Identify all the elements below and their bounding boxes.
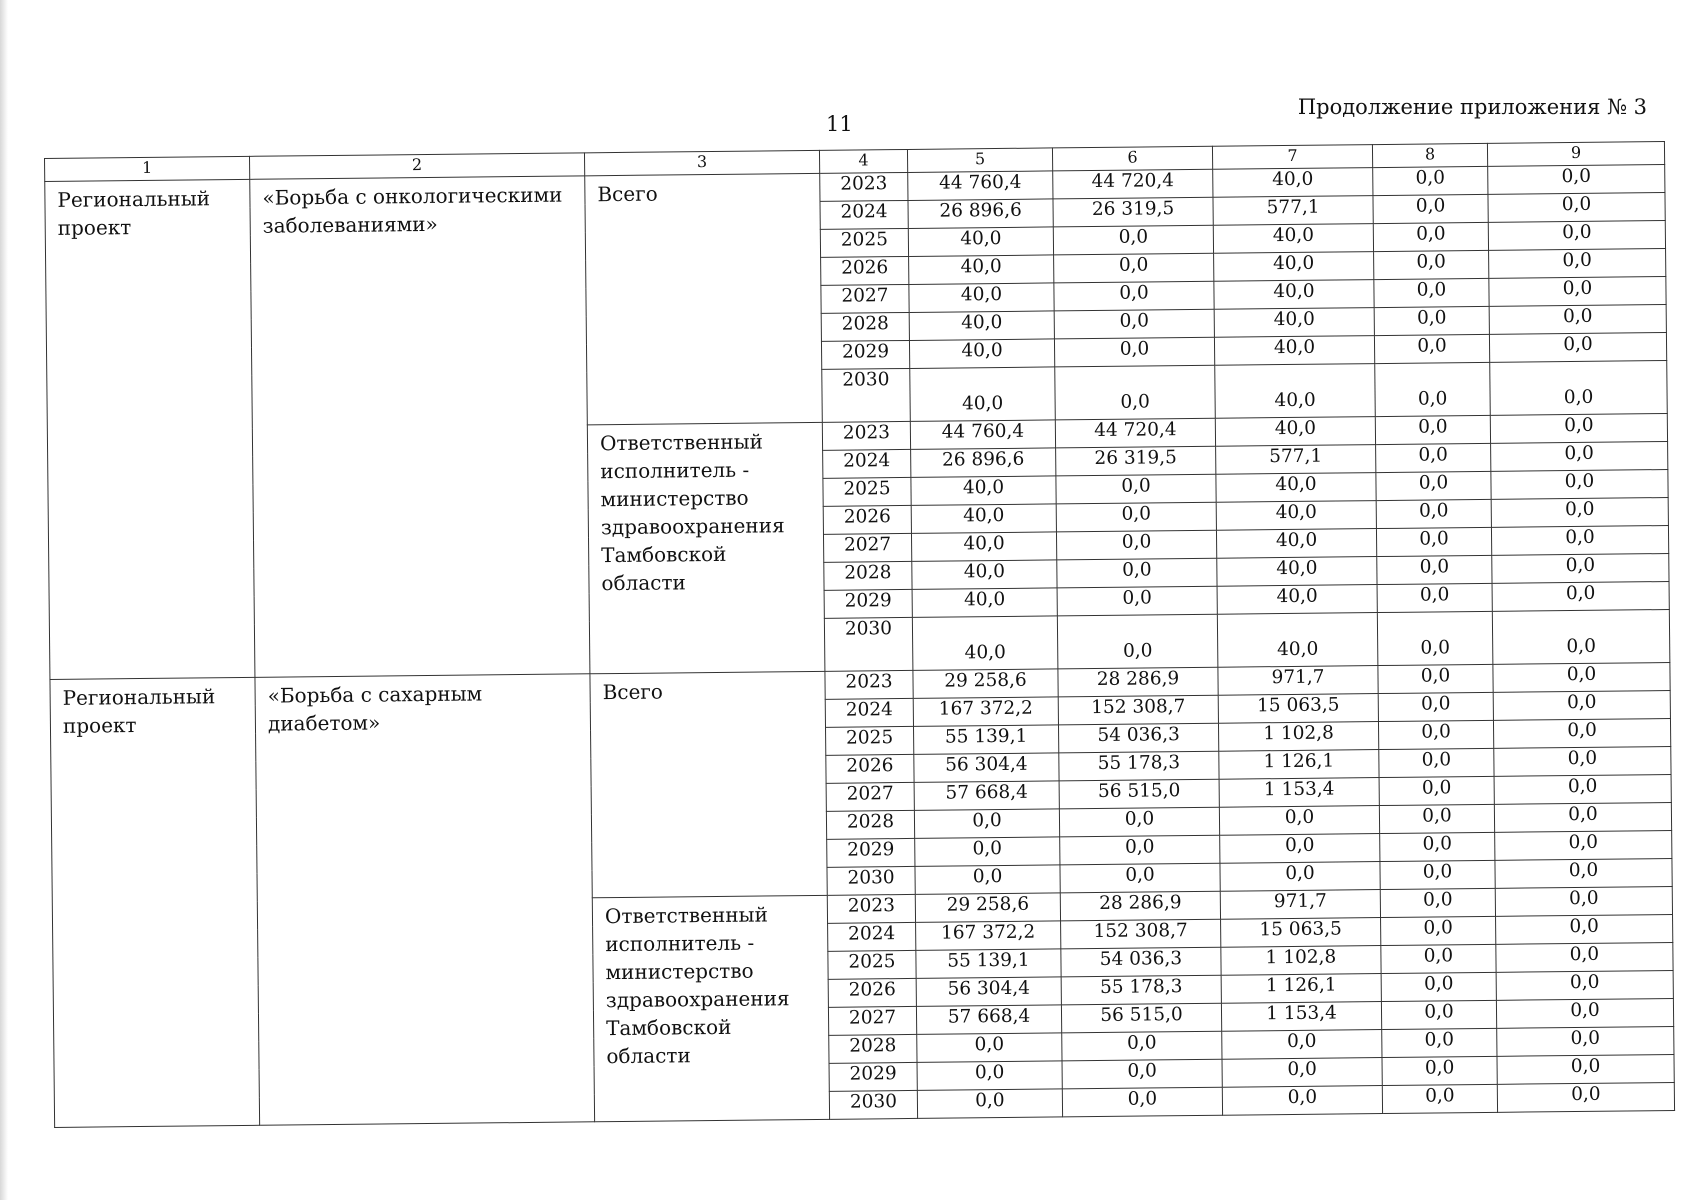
column-number: 2: [249, 153, 584, 180]
amount-cell: 40,0: [1216, 473, 1376, 503]
amount-cell: 56 304,4: [914, 753, 1059, 783]
amount-cell: 0,0: [1381, 972, 1496, 1001]
amount-cell: 0,0: [1222, 1030, 1382, 1060]
funding-source-cell: Ответственный исполнитель - министерство здравоохранения Тамбовской области: [592, 895, 829, 1121]
amount-cell: 167 372,2: [916, 921, 1061, 951]
amount-cell: 40,0: [911, 504, 1056, 534]
year-cell: 2029: [821, 340, 909, 369]
year-cell: 2027: [828, 1006, 916, 1035]
amount-cell: 54 036,3: [1061, 947, 1221, 977]
amount-cell: 0,0: [1374, 306, 1489, 335]
amount-cell: 0,0: [1489, 249, 1666, 279]
amount-cell: 0,0: [1488, 165, 1665, 195]
amount-cell: 0,0: [1491, 526, 1668, 556]
amount-cell: 0,0: [1378, 692, 1493, 721]
year-cell: 2025: [826, 726, 914, 755]
amount-cell: 0,0: [917, 1089, 1062, 1119]
year-cell: 2024: [828, 922, 916, 951]
table-body: [45, 165, 1675, 1128]
amount-cell: 0,0: [1497, 1054, 1674, 1084]
amount-cell: 0,0: [1496, 970, 1673, 1000]
year-cell: 2028: [824, 561, 912, 590]
year-cell: 2027: [826, 782, 914, 811]
amount-cell: 55 139,1: [914, 725, 1059, 755]
amount-cell: 56 515,0: [1061, 1003, 1221, 1033]
amount-cell: 0,0: [1494, 774, 1671, 804]
amount-cell: 971,7: [1220, 890, 1380, 920]
amount-cell: 0,0: [1377, 555, 1492, 584]
project-name-cell: «Борьба с онкологическими заболеваниями»: [250, 176, 590, 677]
amount-cell: 26 319,5: [1053, 197, 1213, 227]
project-name-cell: «Борьба с сахарным диабетом»: [255, 674, 595, 1125]
amount-cell: 0,0: [1382, 1056, 1497, 1085]
amount-cell: 44 720,4: [1053, 169, 1213, 199]
amount-cell: 40,0: [909, 339, 1054, 369]
year-cell: 2025: [820, 228, 908, 257]
amount-cell: 0,0: [1055, 365, 1216, 420]
amount-cell: 0,0: [1379, 804, 1494, 833]
amount-cell: 0,0: [1488, 193, 1665, 223]
amount-cell: 55 178,3: [1061, 975, 1221, 1005]
amount-cell: 0,0: [1380, 832, 1495, 861]
year-cell: 2030: [829, 1090, 917, 1119]
amount-cell: 0,0: [1492, 582, 1669, 612]
amount-cell: 0,0: [1374, 250, 1489, 279]
amount-cell: 0,0: [914, 809, 1059, 839]
amount-cell: 0,0: [1054, 253, 1214, 283]
amount-cell: 44 720,4: [1055, 418, 1215, 448]
amount-cell: 0,0: [1493, 718, 1670, 748]
amount-cell: 0,0: [1489, 333, 1666, 363]
scan-edge-shadow: [0, 0, 8, 1200]
appendix-continuation-label: Продолжение приложения № 3: [1297, 95, 1647, 119]
amount-cell: 0,0: [1496, 942, 1673, 972]
year-cell: 2030: [824, 617, 913, 671]
amount-cell: 28 286,9: [1058, 667, 1218, 697]
amount-cell: 0,0: [1057, 558, 1217, 588]
funding-source-cell: Всего: [585, 173, 823, 424]
amount-cell: 0,0: [1495, 830, 1672, 860]
amount-cell: 40,0: [1216, 529, 1376, 559]
amount-cell: 1 126,1: [1221, 974, 1381, 1004]
amount-cell: 40,0: [1216, 501, 1376, 531]
year-cell: 2028: [826, 810, 914, 839]
amount-cell: 40,0: [1214, 280, 1374, 310]
column-number: 6: [1052, 146, 1212, 171]
amount-cell: 40,0: [912, 560, 1057, 590]
year-cell: 2026: [826, 754, 914, 783]
column-number: 9: [1487, 142, 1664, 167]
amount-cell: 29 258,6: [915, 893, 1060, 923]
amount-cell: 0,0: [917, 1061, 1062, 1091]
amount-cell: 44 760,4: [908, 171, 1053, 201]
amount-cell: 40,0: [912, 616, 1058, 671]
amount-cell: 1 102,8: [1221, 946, 1381, 976]
amount-cell: 0,0: [1496, 914, 1673, 944]
financing-table: [44, 141, 1675, 1128]
amount-cell: 0,0: [1489, 277, 1666, 307]
amount-cell: 1 153,4: [1219, 778, 1379, 808]
column-number: 5: [907, 148, 1052, 173]
amount-cell: 0,0: [1496, 998, 1673, 1028]
amount-cell: 55 139,1: [916, 949, 1061, 979]
amount-cell: 0,0: [1375, 415, 1490, 444]
amount-cell: 40,0: [908, 227, 1053, 257]
amount-cell: 15 063,5: [1221, 918, 1381, 948]
amount-cell: 40,0: [1213, 168, 1373, 198]
amount-cell: 57 668,4: [916, 1005, 1061, 1035]
amount-cell: 0,0: [1495, 858, 1672, 888]
amount-cell: 0,0: [1377, 583, 1492, 612]
column-number: 4: [819, 149, 907, 173]
amount-cell: 40,0: [1213, 224, 1373, 254]
year-cell: 2026: [828, 978, 916, 1007]
amount-cell: 0,0: [1059, 807, 1219, 837]
amount-cell: 0,0: [1060, 863, 1220, 893]
year-cell: 2027: [821, 284, 909, 313]
amount-cell: 29 258,6: [913, 669, 1058, 699]
amount-cell: 0,0: [1376, 471, 1491, 500]
amount-cell: 40,0: [909, 255, 1054, 285]
amount-cell: 0,0: [1054, 309, 1214, 339]
amount-cell: 0,0: [1382, 1084, 1497, 1113]
amount-cell: 0,0: [1057, 586, 1217, 616]
project-type-cell: Региональный проект: [50, 677, 260, 1127]
amount-cell: 0,0: [1374, 334, 1489, 363]
year-cell: 2030: [827, 866, 915, 895]
amount-cell: 0,0: [1488, 221, 1665, 251]
amount-cell: 26 896,6: [908, 199, 1053, 229]
amount-cell: 40,0: [1217, 557, 1377, 587]
amount-cell: 0,0: [1491, 442, 1668, 472]
amount-cell: 0,0: [1062, 1031, 1222, 1061]
amount-cell: 0,0: [1379, 776, 1494, 805]
amount-cell: 40,0: [1214, 308, 1374, 338]
amount-cell: 0,0: [1494, 802, 1671, 832]
amount-cell: 0,0: [1373, 222, 1488, 251]
year-cell: 2026: [821, 256, 909, 285]
year-cell: 2028: [821, 312, 909, 341]
amount-cell: 0,0: [1378, 664, 1493, 693]
amount-cell: 0,0: [1493, 691, 1670, 721]
year-cell: 2024: [825, 698, 913, 727]
year-cell: 2025: [823, 477, 911, 506]
column-number: 7: [1212, 145, 1372, 170]
amount-cell: 26 896,6: [911, 448, 1056, 478]
amount-cell: 167 372,2: [913, 697, 1058, 727]
amount-cell: 40,0: [910, 367, 1056, 422]
amount-cell: 40,0: [909, 283, 1054, 313]
year-cell: 2029: [829, 1062, 917, 1091]
amount-cell: 0,0: [1222, 1058, 1382, 1088]
amount-cell: 0,0: [917, 1033, 1062, 1063]
amount-cell: 40,0: [1214, 336, 1374, 366]
amount-cell: 40,0: [909, 311, 1054, 341]
amount-cell: 0,0: [1054, 281, 1214, 311]
amount-cell: 0,0: [1054, 337, 1214, 367]
amount-cell: 0,0: [1220, 834, 1380, 864]
amount-cell: 0,0: [1494, 746, 1671, 776]
amount-cell: 0,0: [1490, 414, 1667, 444]
amount-cell: 0,0: [1382, 1028, 1497, 1057]
amount-cell: 0,0: [915, 837, 1060, 867]
year-cell: 2027: [823, 533, 911, 562]
amount-cell: 0,0: [1057, 614, 1218, 669]
amount-cell: 0,0: [1492, 610, 1670, 665]
year-cell: 2023: [822, 421, 910, 450]
amount-cell: 54 036,3: [1058, 723, 1218, 753]
amount-cell: 0,0: [1377, 611, 1493, 665]
amount-cell: 0,0: [1376, 443, 1491, 472]
year-cell: 2029: [827, 838, 915, 867]
amount-cell: 0,0: [1491, 498, 1668, 528]
amount-cell: 0,0: [1493, 663, 1670, 693]
amount-cell: 0,0: [1374, 278, 1489, 307]
amount-cell: 0,0: [1373, 194, 1488, 223]
amount-cell: 0,0: [1062, 1059, 1222, 1089]
amount-cell: 1 102,8: [1218, 722, 1378, 752]
amount-cell: 55 178,3: [1059, 751, 1219, 781]
amount-cell: 0,0: [1381, 916, 1496, 945]
amount-cell: 152 308,7: [1061, 919, 1221, 949]
amount-cell: 44 760,4: [910, 420, 1055, 450]
amount-cell: 28 286,9: [1060, 891, 1220, 921]
amount-cell: 56 304,4: [916, 977, 1061, 1007]
amount-cell: 40,0: [911, 476, 1056, 506]
amount-cell: 40,0: [1214, 252, 1374, 282]
amount-cell: 0,0: [1497, 1082, 1674, 1112]
amount-cell: 0,0: [1495, 886, 1672, 916]
year-cell: 2024: [820, 200, 908, 229]
amount-cell: 0,0: [1062, 1087, 1222, 1117]
amount-cell: 1 126,1: [1219, 750, 1379, 780]
year-cell: 2025: [828, 950, 916, 979]
amount-cell: 0,0: [1379, 748, 1494, 777]
amount-cell: 0,0: [1380, 888, 1495, 917]
amount-cell: 0,0: [1222, 1086, 1382, 1116]
amount-cell: 0,0: [1376, 527, 1491, 556]
amount-cell: 0,0: [1373, 166, 1488, 195]
amount-cell: 0,0: [1490, 361, 1668, 416]
amount-cell: 1 153,4: [1221, 1002, 1381, 1032]
amount-cell: 57 668,4: [914, 781, 1059, 811]
amount-cell: 40,0: [1215, 417, 1375, 447]
amount-cell: 577,1: [1216, 445, 1376, 475]
amount-cell: 0,0: [1056, 502, 1216, 532]
project-type-cell: Региональный проект: [45, 179, 255, 679]
amount-cell: 0,0: [1056, 474, 1216, 504]
amount-cell: 0,0: [1381, 944, 1496, 973]
amount-cell: 0,0: [1380, 860, 1495, 889]
amount-cell: 40,0: [1217, 613, 1378, 668]
amount-cell: 0,0: [1497, 1026, 1674, 1056]
funding-source-cell: Ответственный исполнитель - министерство здравоохранения Тамбовской области: [587, 422, 825, 673]
page-number: 11: [826, 112, 853, 136]
amount-cell: 0,0: [1375, 362, 1491, 416]
amount-cell: 0,0: [1381, 1000, 1496, 1029]
amount-cell: 0,0: [1489, 305, 1666, 335]
amount-cell: 40,0: [1215, 364, 1376, 419]
amount-cell: 40,0: [911, 532, 1056, 562]
amount-cell: 0,0: [1053, 225, 1213, 255]
amount-cell: 0,0: [1220, 862, 1380, 892]
column-number: 1: [45, 156, 250, 181]
amount-cell: 152 308,7: [1058, 695, 1218, 725]
amount-cell: 0,0: [915, 865, 1060, 895]
amount-cell: 40,0: [912, 588, 1057, 618]
funding-source-cell: Всего: [590, 671, 827, 897]
amount-cell: 971,7: [1218, 666, 1378, 696]
amount-cell: 0,0: [1376, 499, 1491, 528]
year-cell: 2023: [825, 670, 913, 699]
amount-cell: 26 319,5: [1056, 446, 1216, 476]
year-cell: 2029: [824, 589, 912, 618]
table-container: [44, 141, 1674, 1128]
amount-cell: 0,0: [1060, 835, 1220, 865]
column-number: 8: [1372, 143, 1487, 167]
year-cell: 2024: [823, 449, 911, 478]
amount-cell: 0,0: [1491, 470, 1668, 500]
amount-cell: 0,0: [1378, 720, 1493, 749]
year-cell: 2023: [820, 172, 908, 201]
year-cell: 2030: [822, 368, 911, 422]
year-cell: 2028: [829, 1034, 917, 1063]
column-number: 3: [584, 150, 819, 175]
amount-cell: 577,1: [1213, 196, 1373, 226]
amount-cell: 0,0: [1492, 554, 1669, 584]
year-cell: 2023: [827, 894, 915, 923]
amount-cell: 15 063,5: [1218, 694, 1378, 724]
year-cell: 2026: [823, 505, 911, 534]
amount-cell: 0,0: [1219, 806, 1379, 836]
amount-cell: 0,0: [1056, 530, 1216, 560]
amount-cell: 40,0: [1217, 585, 1377, 615]
amount-cell: 56 515,0: [1059, 779, 1219, 809]
